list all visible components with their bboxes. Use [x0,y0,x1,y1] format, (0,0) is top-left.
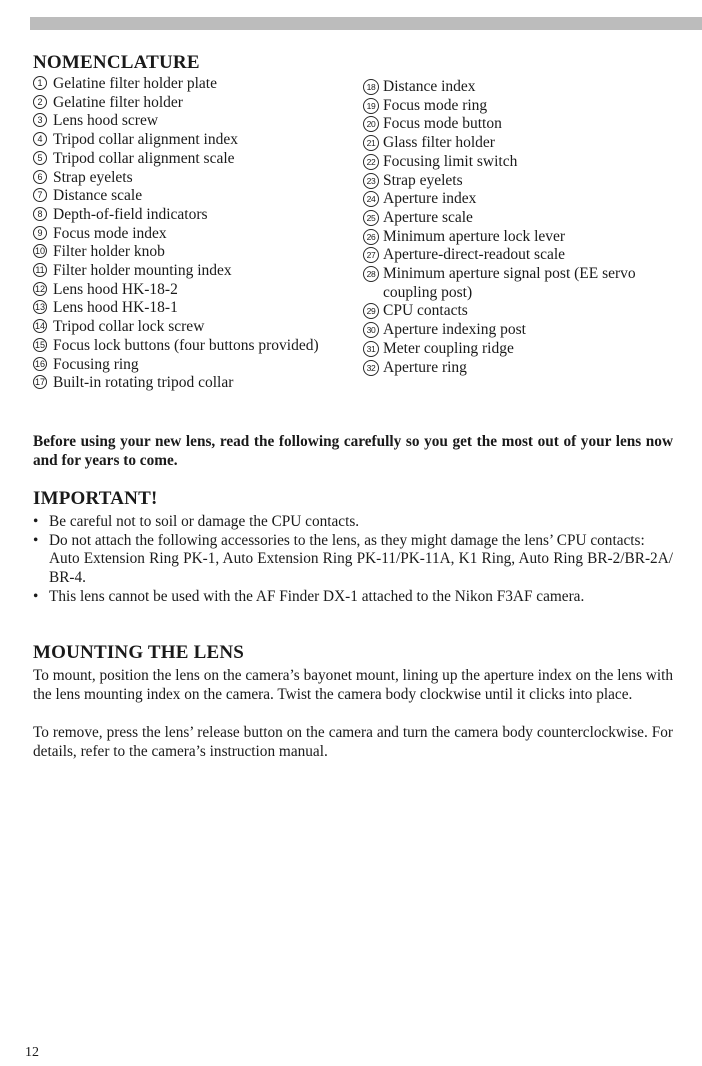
mounting-paragraph-remove: To remove, press the lens’ release button on the camera and turn the camera body counterclockwise. For details, refer to the camera’s instruction manual. [33,724,673,760]
item-label: Focus mode index [53,224,167,242]
item-number-badge: 18 [363,79,379,95]
item-number-badge: 27 [363,247,379,263]
item-number-badge: 8 [33,207,47,221]
item-label: Focus mode ring [383,96,488,114]
item-number-badge: 20 [363,116,379,132]
nomenclature-item [33,262,328,281]
nomenclature-list-left [33,75,328,393]
item-number-badge: 9 [33,226,47,240]
item-number-badge: 17 [34,377,45,388]
nomenclature-item [363,209,673,228]
nomenclature-item [33,281,328,300]
nomenclature-item [363,340,673,359]
nomenclature-item [33,225,328,244]
mounting-paragraph-mount: To mount, position the lens on the camera’s bayonet mount, lining up the aperture index on the lens with the lens mounting index on the camera. Twist the camera body clockwise until it clicks into place. [33,667,673,703]
item-label: Focusing limit switch [383,152,518,170]
nomenclature-item [33,337,328,356]
nomenclature-list-right [363,78,673,377]
item-label: Aperture ring [383,358,467,376]
item-label: Distance scale [53,187,143,205]
item-number-badge: 4 [33,132,47,146]
item-label: Focusing ring [53,355,139,373]
item-number-badge: 11 [33,263,47,277]
item-label: Lens hood HK-18-2 [53,280,178,298]
nomenclature-item [363,78,673,97]
item-number-badge: 13 [34,302,45,313]
nomenclature-item [363,115,673,134]
item-label: Built-in rotating tripod collar [53,374,234,392]
item-number-badge: 22 [363,154,379,170]
item-label: Aperture index [383,190,477,208]
item-label: Meter coupling ridge [383,339,514,357]
item-number-badge: 31 [363,341,379,357]
nomenclature-item [33,318,328,337]
item-label: Lens hood HK-18-1 [53,299,178,317]
important-item-text: Do not attach the following accessories to the lens, as they might damage the lens’ CPU contacts: [49,531,645,549]
page-number: 12 [25,1045,39,1060]
item-label: Tripod collar alignment index [53,131,238,149]
nomenclature-heading: NOMENCLATURE [33,52,200,73]
item-number-badge: 7 [33,188,47,202]
item-number-badge: 29 [363,303,379,319]
nomenclature-item [33,299,328,318]
nomenclature-item [363,134,673,153]
important-list [33,513,673,607]
nomenclature-item [33,75,328,94]
item-label: Aperture-direct-readout scale [383,246,566,264]
item-label: CPU contacts [383,302,468,320]
bullet: • [33,513,39,530]
item-number-badge: 14 [34,321,45,332]
important-item [33,532,673,588]
mounting-heading: MOUNTING THE LENS [33,642,245,663]
nomenclature-item [363,228,673,247]
header-bar [30,17,702,30]
nomenclature-item [33,243,328,262]
item-label: Glass filter holder [383,134,495,152]
nomenclature-item [363,172,673,191]
item-label: Tripod collar alignment scale [53,149,235,167]
item-label: Aperture scale [383,208,473,226]
item-label: Minimum aperture signal post (EE servo coupling post) [383,265,636,301]
item-number-badge: 15 [34,339,45,350]
nomenclature-item [363,321,673,340]
item-number-badge: 10 [34,246,45,257]
bullet: • [33,587,39,605]
item-label: Focus lock buttons (four buttons provided) [53,336,319,354]
nomenclature-item [363,153,673,172]
item-number-badge: 25 [363,210,379,226]
nomenclature-item [363,302,673,321]
item-label: Lens hood screw [53,112,159,130]
nomenclature-item [363,265,673,302]
accessory-list: Auto Extension Ring PK-1, Auto Extension Ring PK-11/PK-11A, K1 Ring, Auto Ring BR-2/BR-2A/ BR-4. [49,550,673,587]
item-number-badge: 12 [34,283,45,294]
item-label: Strap eyelets [383,171,463,189]
important-item-text: Be careful not to soil or damage the CPU contacts. [49,513,360,530]
nomenclature-item [363,359,673,378]
item-number-badge: 32 [363,360,379,376]
item-number-badge: 1 [33,76,47,90]
bullet: • [33,531,39,549]
nomenclature-item [33,169,328,188]
item-label: Gelatine filter holder plate [53,75,217,92]
item-number-badge: 23 [363,173,379,189]
item-label: Depth-of-field indicators [53,205,208,223]
important-item-text: This lens cannot be used with the AF Finder DX-1 attached to the Nikon F3AF camera. [49,587,585,605]
item-label: Strap eyelets [53,168,133,186]
item-number-badge: 24 [363,191,379,207]
item-label: Tripod collar lock screw [53,318,205,336]
item-number-badge: 28 [363,266,379,282]
nomenclature-item [33,187,328,206]
nomenclature-item [363,97,673,116]
important-item [33,513,673,532]
item-number-badge: 3 [33,113,47,127]
item-label: Gelatine filter holder [53,93,183,111]
item-number-badge: 5 [33,151,47,165]
important-heading: IMPORTANT! [33,488,158,509]
item-number-badge: 6 [33,170,47,184]
nomenclature-item [363,190,673,209]
item-label: Minimum aperture lock lever [383,227,566,245]
item-label: Filter holder mounting index [53,262,232,280]
item-label: Aperture indexing post [383,321,526,339]
nomenclature-item [33,356,328,375]
nomenclature-item [33,94,328,113]
intro-text: Before using your new lens, read the following carefully so you get the most out of your lens now and for years to come. [33,433,673,469]
item-label: Distance index [383,78,476,95]
item-number-badge: 30 [363,322,379,338]
nomenclature-item [33,206,328,225]
nomenclature-item [33,150,328,169]
item-number-badge: 19 [363,98,379,114]
item-label: Focus mode button [383,115,502,133]
item-number-badge: 16 [34,358,45,369]
item-number-badge: 21 [363,135,379,151]
nomenclature-item [363,246,673,265]
item-label: Filter holder knob [53,243,165,261]
item-number-badge: 26 [363,229,379,245]
nomenclature-item [33,374,328,393]
important-item [33,588,673,607]
nomenclature-item [33,131,328,150]
item-number-badge: 2 [33,95,47,109]
nomenclature-item [33,112,328,131]
